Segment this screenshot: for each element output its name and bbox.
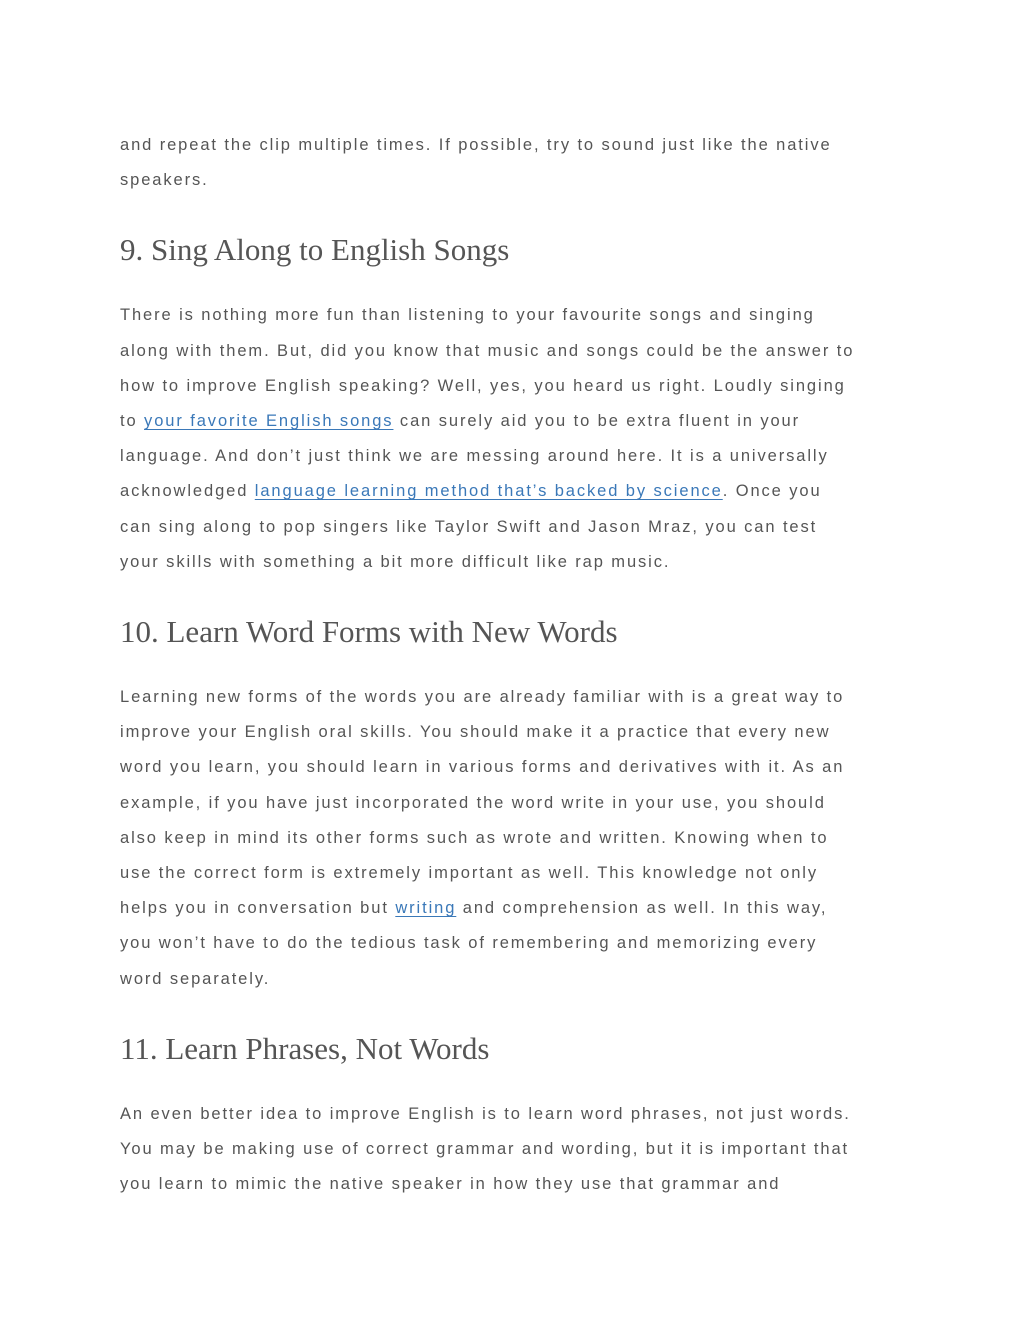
writing-link[interactable]: writing (395, 899, 457, 918)
section-heading-10: 10. Learn Word Forms with New Words (120, 614, 618, 650)
section-heading-9: 9. Sing Along to English Songs (120, 232, 510, 268)
favorite-songs-link[interactable]: your favorite English songs (144, 412, 394, 431)
language-learning-method-link[interactable]: language learning method that’s backed by science (254, 482, 723, 501)
section-phrases (120, 1029, 910, 1203)
section-sing-along (120, 230, 910, 580)
paragraph-text: Learning new forms of the words you are already familiar with is a great way to improve your English oral skills. You should make it a practice that every new word you learn, you should learn in various forms and derivatives with it. As an example, if you have just incorporated the word write in your use, you should also keep in mind its other forms such as wrote and written. Knowing when to use the correct form is extremely important as well. This knowledge not only helps you in conversation but (120, 688, 845, 918)
section-word-forms (120, 612, 910, 997)
document-page (120, 128, 910, 1202)
section-heading-11: 11. Learn Phrases, Not Words (120, 1030, 490, 1066)
paragraph-text: An even better idea to improve English is to learn word phrases, not just words. You may be making use of correct grammar and wording, but it is important that you learn to mimic the native speaker in how they use that grammar and (120, 1104, 851, 1194)
intro-text: and repeat the clip multiple times. If possible, try to sound just like the native speakers. (120, 136, 832, 190)
paragraph-text: There is nothing more fun than listening to your favourite songs and singing along with them. But, did you know that music and songs could be the answer to how to improve English speaking? Well, yes, you heard us right. Loudly singing to (120, 306, 855, 431)
intro-paragraph (120, 128, 910, 198)
paragraph-text: can surely aid you to be extra fluent in your language. And don’t just think we are messing around here. It is a universally acknowledged (120, 412, 829, 501)
section-paragraph-11 (120, 1097, 910, 1203)
section-paragraph-10 (120, 680, 910, 997)
paragraph-text: and comprehension as well. In this way, you won’t have to do the tedious task of remembering and memorizing every word separately. (120, 899, 828, 988)
section-paragraph-9 (120, 298, 910, 580)
paragraph-text: . Once you can sing along to pop singers like Taylor Swift and Jason Mraz, you can test your skills with something a bit more difficult like rap music. (120, 482, 822, 571)
